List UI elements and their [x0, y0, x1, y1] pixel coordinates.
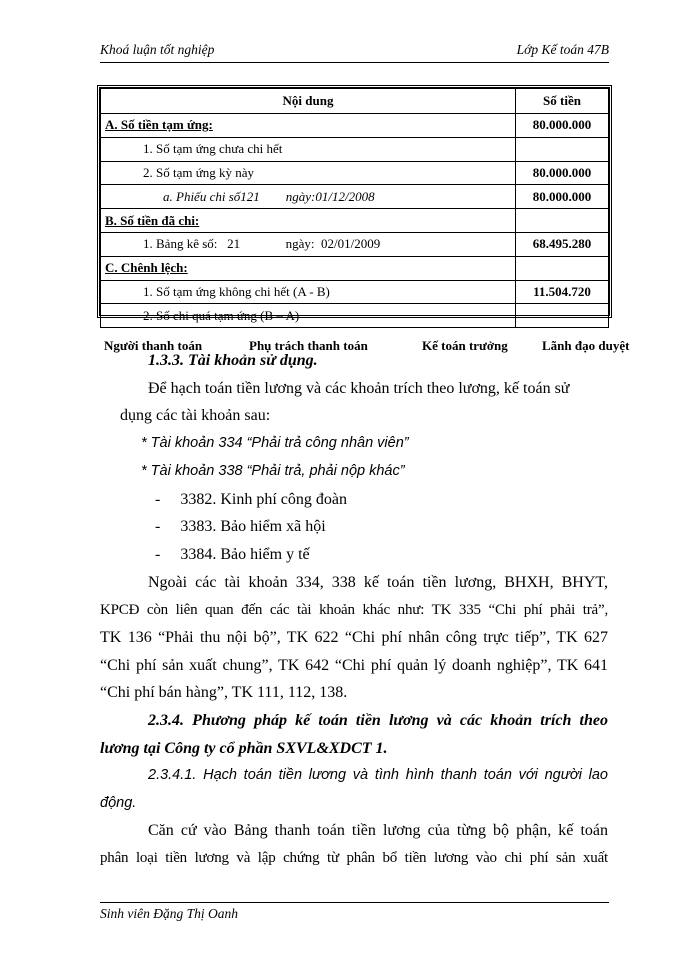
paragraph-line: TK 136 “Phải thu nội bộ”, TK 622 “Chi phí nhân công trực tiếp”, TK 627 [100, 629, 608, 646]
section-heading-2-3-4-cont: lương tại Công ty cổ phần SXVL&XDCT 1. [100, 740, 388, 757]
row-amount [516, 209, 609, 233]
signature-payment-officer: Phụ trách thanh toán [249, 338, 368, 353]
advance-settlement-table [97, 85, 612, 323]
row-amount: 11.504.720 [516, 280, 609, 304]
row-label: B. Số tiền đã chi: [101, 209, 516, 233]
row-label: 1. Bảng kê số: 21 ngày: 02/01/2009 [101, 232, 516, 256]
row-amount: 80.000.000 [516, 114, 609, 138]
page-header [100, 38, 609, 63]
row-label: 2. Số chi quá tạm ứng (B – A) [101, 304, 516, 328]
row-label: 1. Số tạm ứng không chi hết (A - B) [101, 280, 516, 304]
row-label: 2. Số tạm ứng kỳ này [101, 161, 516, 185]
row-label: A. Số tiền tạm ứng: [101, 114, 516, 138]
col-header-amount: Số tiền [516, 89, 609, 114]
table-row [101, 280, 609, 304]
section-heading-2-3-4-1: 2.3.4.1. Hạch toán tiền lương và tình hình thanh toán với người lao [148, 767, 608, 783]
table-row [101, 209, 609, 233]
paragraph-line: Ngoài các tài khoản 334, 338 kế toán tiền lương, BHXH, BHYT, [148, 574, 608, 591]
table-row [101, 137, 609, 161]
signature-payer: Người thanh toán [104, 338, 203, 353]
signature-chief-accountant: Kế toán trưởng [422, 338, 508, 353]
subaccount-3383: 3383. Bảo hiểm xã hội [180, 518, 326, 535]
signature-director: Lãnh đạo duyệt [542, 338, 630, 353]
table-row [101, 256, 609, 280]
row-amount [516, 256, 609, 280]
page-footer: Sinh viên Đặng Thị Oanh [100, 902, 609, 922]
list-item: - 3383. Bảo hiểm xã hội [155, 518, 326, 535]
paragraph-line: KPCĐ còn liên quan đến các tài khoản khác như: TK 335 “Chi phí phải trả”, [100, 602, 608, 618]
account-338: * Tài khoản 338 “Phải trả, phải nộp khác” [141, 463, 405, 479]
section-heading-2-3-4-1-cont: động. [100, 795, 137, 811]
row-amount [516, 304, 609, 328]
list-item: - 3384. Bảo hiểm y tế [155, 546, 310, 563]
row-label: a. Phiếu chi số121 ngày:01/12/2008 [101, 185, 516, 209]
table-row [101, 114, 609, 138]
section-heading-2-3-4: 2.3.4. Phương pháp kế toán tiền lương và các khoản trích theo [148, 712, 608, 729]
row-amount [516, 137, 609, 161]
section-heading-1-3-3: 1.3.3. Tài khoản sử dụng. [148, 352, 318, 369]
paragraph-line: “Chi phí sản xuất chung”, TK 642 “Chi phí quản lý doanh nghiệp”, TK 641 [100, 657, 608, 674]
row-label: C. Chênh lệch: [101, 256, 516, 280]
table-row [101, 304, 609, 328]
intro-line-1: Để hạch toán tiền lương và các khoản trích theo lương, kế toán sử [148, 380, 570, 397]
col-header-content: Nội dung [101, 89, 516, 114]
paragraph-line: phân loại tiền lương và lập chứng từ phân bổ tiền lương vào chi phí sản xuất [100, 850, 608, 866]
list-item: - 3382. Kinh phí công đoàn [155, 491, 347, 508]
intro-line-2: dụng các tài khoản sau: [120, 407, 271, 424]
row-amount: 80.000.000 [516, 185, 609, 209]
row-amount: 68.495.280 [516, 232, 609, 256]
row-label: 1. Số tạm ứng chưa chi hết [101, 137, 516, 161]
header-right: Lớp Kế toán 47B [516, 42, 609, 57]
header-left: Khoá luận tốt nghiệp [100, 42, 215, 57]
table-row [101, 161, 609, 185]
table-row [101, 232, 609, 256]
subaccount-3382: 3382. Kinh phí công đoàn [180, 491, 347, 508]
account-334: * Tài khoản 334 “Phải trả công nhân viên” [141, 435, 409, 451]
table-row [101, 185, 609, 209]
subaccount-3384: 3384. Bảo hiểm y tế [180, 546, 310, 563]
paragraph-line: “Chi phí bán hàng”, TK 111, 112, 138. [100, 684, 348, 701]
paragraph-line: Căn cứ vào Bảng thanh toán tiền lương của từng bộ phận, kế toán [148, 822, 608, 839]
row-amount: 80.000.000 [516, 161, 609, 185]
